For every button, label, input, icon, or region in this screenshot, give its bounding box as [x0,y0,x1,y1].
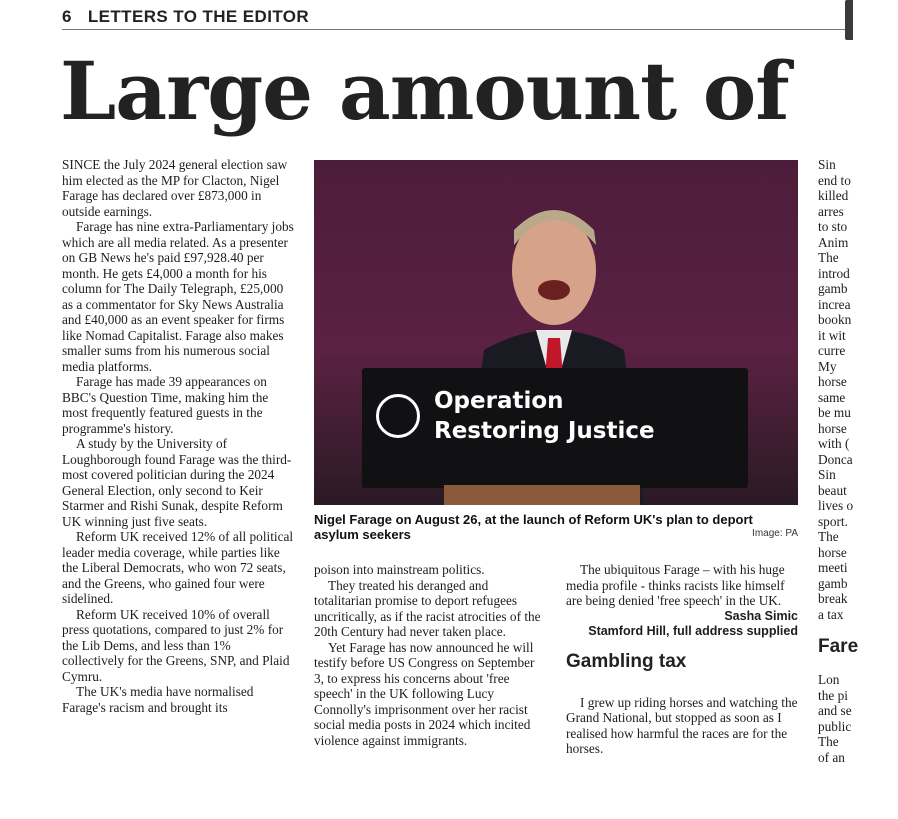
clipped-line: end to [818,172,851,188]
paragraph: The ubiquitous Farage – with his huge media profile - thinks racists like himself are being denied 'free speech' in the UK. [566,562,785,608]
article-column-4b-clipped [818,636,859,819]
paragraph: poison into mainstream politics. [314,562,485,577]
paragraph: A study by the University of Loughborough found Farage was the third-most covered politician during the 2024 General Election, only second to Keir Starmer and Rishi Sunak, despite Reform UK winning just five seats. [62,436,292,529]
podium-base [444,485,640,505]
scrollbar-thumb[interactable] [845,0,853,40]
photo-caption: Nigel Farage on August 26, at the launch of Reform UK's plan to deport asylum seekers [314,512,753,542]
clipped-line: it wit [818,327,846,343]
signature-address: Stamford Hill, full address supplied [588,623,798,638]
paragraph: They treated his deranged and totalitarian promise to deport refugees uncritically, as if the racist atrocities of the 20th Century had never taken place. [314,577,541,639]
clipped-line: The [818,529,839,544]
clipped-line: The [818,250,839,265]
clipped-line: and se [818,703,852,718]
podium-line-1: Operation [434,388,564,414]
section-title: LETTERS TO THE EDITOR [87,7,310,26]
clipped-line: break [818,591,848,606]
article-column-4-clipped [818,157,854,622]
paragraph: SINCE the July 2024 general election saw him elected as the MP for Clacton, Nigel Farage has declared over £873,000 in outside earnings. [62,157,288,219]
article-column-3 [566,562,798,757]
clipped-line: bookn [818,312,852,327]
clipped-line: to sto [818,219,848,234]
paragraph: Farage has made 39 appearances on BBC's Question Time, making him the most frequently featured guests in the programme's history. [62,374,269,436]
clipped-line: the pi [818,687,848,703]
news-photo [314,160,798,505]
clipped-line: gamb [818,575,848,591]
clipped-line: same [818,389,846,405]
reform-logo-icon [376,394,420,438]
paragraph: Farage has nine extra-Parliamentary jobs which are all media related. As a presenter on GB News he's paid £97,928.40 per month. He gets £4,000 a month for his column for The Daily Telegraph, £25,000 as a commentator for Sky News Australia and £40,000 as an event speaker for firms like Nomad Capitalist. Farage also makes smaller sums from his numerous social media platforms. [62,219,294,374]
section-header [62,7,853,30]
paragraph: I grew up riding horses and watching the Grand National, but stopped as soon as I realised how harmful the races are for the horses. [566,694,798,756]
clipped-line: horse [818,544,847,560]
paragraph: Yet Farage has now announced he will testify before US Congress on September 3, to express his concerns about 'free speech' in the UK following Lucy Connolly's imprisonment over her racist social media posts in 2024 which incited violence against immigrants. [314,639,535,748]
clipped-line: Donca [818,451,853,467]
subhead-gambling-tax: Gambling tax [566,650,687,672]
podium [362,368,748,488]
clipped-line: Anim [818,234,849,250]
page-number: 6 [62,7,72,26]
clipped-line: introd [818,265,850,281]
clipped-line: of an [818,749,845,765]
clipped-line: Sin [818,157,836,172]
clipped-line: increa [818,296,851,312]
clipped-line: Sin [818,467,836,482]
clipped-line: gamb [818,281,848,296]
subhead-partial: Fare [818,636,859,657]
podium-line-2: Restoring Justice [434,418,655,444]
clipped-line: The [818,734,839,749]
paragraph: Reform UK received 10% of overall press quotations, compared to just 2% for the Lib Dems, and less than 1% collectively for the Greens, SNP, and Plaid Cymru. [62,606,290,684]
clipped-line: be mu [818,405,851,420]
clipped-line: sport. [818,513,848,529]
clipped-line: a tax [818,606,844,622]
clipped-line: My [818,358,837,374]
clipped-line: killed [818,188,849,203]
clipped-line: Lon [818,672,840,687]
paragraph: The UK's media have normalised Farage's racism and brought its [62,684,254,715]
clipped-line: horse [818,420,847,436]
clipped-line: arres [818,203,844,219]
paragraph: Reform UK received 12% of all political leader media coverage, while parties like the Liberal Democrats, who won 72 seats, and the Greens, who gained four were sidelined. [62,529,294,606]
clipped-line: curre [818,343,846,358]
podium-sign [434,386,655,446]
article-column-2 [314,562,546,748]
headline: Large amount of [60,44,789,138]
clipped-line: meeti [818,560,848,575]
clipped-line: lives o [818,498,854,513]
article-column-1 [62,157,294,715]
clipped-line: horse [818,374,847,389]
signature-name: Sasha Simic [724,608,798,623]
clipped-line: with ( [818,436,850,451]
clipped-line: public [818,718,852,734]
clipped-line: beaut [818,482,847,498]
photo-credit: Image: PA [752,528,798,539]
